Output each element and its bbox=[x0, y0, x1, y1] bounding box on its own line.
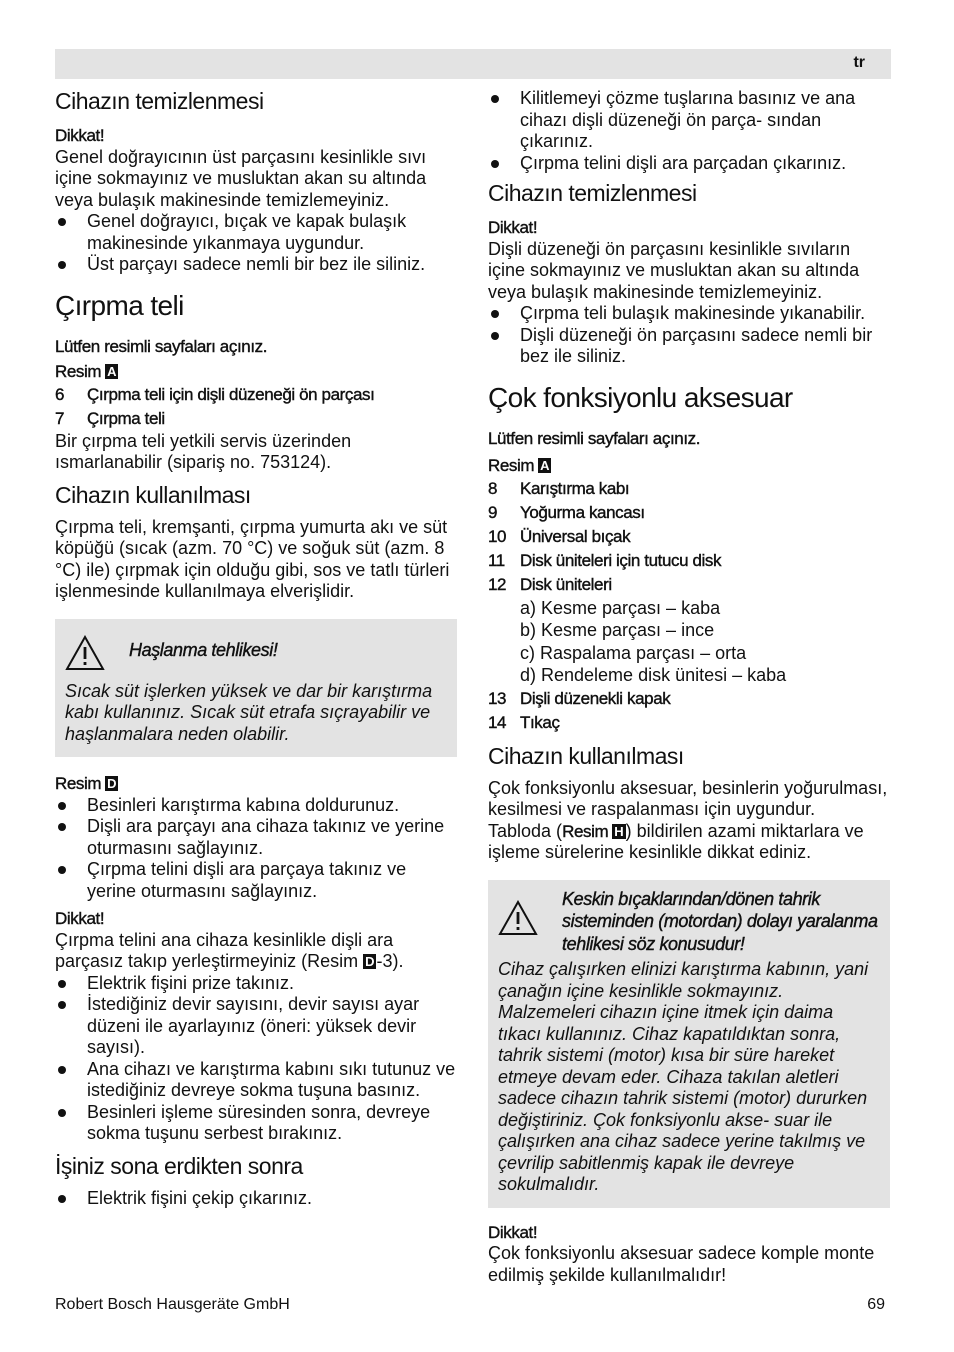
warning-triangle-icon bbox=[65, 635, 105, 671]
list-item: Ana cihazı ve karıştırma kabını sıkı tutunuz ve istediğiniz devreye sokma tuşuna basınız. bbox=[55, 1059, 457, 1102]
sub-item: a) Kesme parçası – kaba bbox=[520, 597, 721, 618]
figure-letter-badge: A bbox=[540, 458, 550, 473]
list-item: Besinleri karıştırma kabına doldurunuz. bbox=[55, 795, 457, 817]
list-item: Dişli ara parçayı ana cihaza takınız ve yerine oturmasını sağlayınız. bbox=[55, 816, 457, 859]
list-item: İstediğiniz devir sayısını, devir sayısı ayar düzeni ile ayarlayınız (öneri: yüksek devir sayısı). bbox=[55, 994, 457, 1059]
attention-label: Dikkat! bbox=[488, 218, 538, 237]
section-title-multi-accessory: Çok fonksiyonlu aksesuar bbox=[488, 381, 793, 413]
bullet-icon bbox=[58, 261, 66, 269]
assembly-bullets bbox=[55, 795, 457, 903]
list-item: 6 Çırpma teli için dişli düzeneği ön parçası bbox=[55, 384, 375, 404]
section-title-usage: Cihazın kullanılması bbox=[55, 481, 251, 508]
list-item: Elektrik fişini prize takınız. bbox=[55, 973, 457, 995]
cleaning-text: Dişli düzeneği ön parçasını kesinlikle sıvıların içine sokmayınız ve musluktan akan su altında veya bulaşık makinesinde temizlemeyiniz. bbox=[488, 238, 860, 302]
warning-text: Cihaz çalışırken elinizi karıştırma kabının, yani çanağın içine kesinlikle sokmayınız. Malzemeleri cihazın içine itmek için daima tıkacı kullanınız. Cihaz kapatıldıktan sonra, tahrik sistemi (motor) kısa bir süre hareket etmeye devam eder. Cihaza takılan aletleri sadece cihazın tahrik sistemi (motor) dururken değiştiriniz. Çok fonksiyonlu akse- suar ile çalışırken ana cihaz sadece yerine takılmış ve çevrilip sabitlenmiş kapak ile devreye sokulmalıdır. bbox=[498, 959, 869, 1194]
language-code: tr bbox=[853, 54, 865, 71]
warning-title: Keskin bıçaklarından/dönen tahrik sisteminden (motordan) dolayı yaralanma tehlikesi söz konusudur! bbox=[562, 888, 878, 954]
bullet-icon bbox=[58, 218, 66, 226]
figure-reference: Resim D bbox=[55, 774, 117, 793]
bullet-icon bbox=[491, 332, 499, 340]
list-item: Genel doğrayıcı, bıçak ve kapak bulaşık makinesinde yıkanmaya uygundur. bbox=[55, 211, 457, 254]
list-item: Elektrik fişini çekip çıkarınız. bbox=[55, 1188, 457, 1210]
figure-letter-badge: D bbox=[365, 954, 375, 969]
bullet-icon bbox=[58, 980, 66, 988]
final-attention-text: Çok fonksiyonlu aksesuar sadece komple monte edilmiş şekilde kullanılmalıdır! bbox=[488, 1243, 875, 1285]
warning-box bbox=[55, 619, 457, 758]
see-pictures-note: Lütfen resimli sayfaları açınız. bbox=[488, 428, 701, 448]
list-item: 14 Tıkaç bbox=[488, 712, 560, 732]
list-item: Çırpma telini dişli ara parçadan çıkarınız. bbox=[488, 153, 890, 175]
warning-triangle-icon bbox=[498, 900, 538, 936]
list-item: Dişli düzeneği ön parçasını sadece nemli bir bez ile siliniz. bbox=[488, 325, 890, 368]
after-use-bullets bbox=[55, 1188, 457, 1210]
list-item: 8 Karıştırma kabı bbox=[488, 478, 630, 498]
cleaning-bullets bbox=[55, 211, 457, 276]
table-note: Tabloda (Resim H ) bildirilen azami miktarlara ve işleme sürelerine kesinlikle dikkat ediniz. bbox=[488, 820, 864, 862]
attention-text: Çırpma telini ana cihaza kesinlikle dişli ara parçasız takıp yerleştirmeyiniz (Resim D -3). bbox=[55, 929, 404, 971]
warning-text: Sıcak süt işlerken yüksek ve dar bir karıştırma kabı kullanınız. Sıcak süt etrafa sıçrayabilir ve haşlanmalara neden olabilir. bbox=[65, 680, 433, 744]
see-pictures-note: Lütfen resimli sayfaları açınız. bbox=[55, 336, 268, 356]
warning-title: Haşlanma tehlikesi! bbox=[129, 639, 278, 660]
attention-label: Dikkat! bbox=[488, 1222, 538, 1242]
figure-letter-badge: H bbox=[614, 823, 624, 839]
attention-label: Dikkat! bbox=[55, 126, 105, 145]
list-item: 13 Dişli düzenekli kapak bbox=[488, 688, 671, 708]
attention-label: Dikkat! bbox=[55, 909, 105, 928]
page-number: 69 bbox=[867, 1296, 885, 1313]
bullet-icon bbox=[491, 95, 499, 103]
section-title-usage: Cihazın kullanılması bbox=[488, 742, 684, 769]
disassembly-bullets bbox=[488, 88, 890, 174]
whisk-parts-list bbox=[55, 383, 457, 431]
figure-letter-badge: A bbox=[107, 364, 117, 379]
list-item: Çırpma telini dişli ara parçaya takınız ve yerine oturmasını sağlayınız. bbox=[55, 859, 457, 902]
bullet-icon bbox=[58, 823, 66, 831]
sub-item: b) Kesme parçası – ince bbox=[520, 620, 715, 640]
language-bar bbox=[55, 49, 891, 79]
figure-reference: Resim A bbox=[55, 362, 117, 381]
usage-text: Çırpma teli, kremşanti, çırpma yumurta akı ve süt köpüğü (sıcak (azm. 70 °C) ve soğuk süt (azm. 8 °C) ile) çırpmak için olduğu gibi, sos ve tatlı türleri işlenmesinde kullanılmaya elverişlidir. bbox=[55, 516, 450, 601]
bullet-icon bbox=[58, 1109, 66, 1117]
section-title-cleaning: Cihazın temizlenmesi bbox=[488, 180, 697, 206]
list-item: 11 Disk üniteleri için tutucu disk bbox=[488, 550, 722, 570]
right-column bbox=[488, 88, 890, 1286]
bullet-icon bbox=[58, 1001, 66, 1009]
bullet-icon bbox=[491, 310, 499, 318]
accessory-parts-list bbox=[488, 477, 890, 735]
list-item: Kilitlemeyi çözme tuşlarına basınız ve ana cihazı dişli düzeneği ön parça- sından çıkarınız. bbox=[488, 88, 890, 153]
list-item: Besinleri işleme süresinden sonra, devreye sokma tuşunu serbest bırakınız. bbox=[55, 1102, 457, 1145]
operation-bullets bbox=[55, 973, 457, 1145]
bullet-icon bbox=[491, 160, 499, 168]
left-column bbox=[55, 88, 457, 1209]
list-item: 9 Yoğurma kancası bbox=[488, 502, 645, 522]
sub-item: d) Rendeleme disk ünitesi – kaba bbox=[520, 665, 787, 685]
bullet-icon bbox=[58, 1195, 66, 1203]
cleaning-text: Genel doğrayıcının üst parçasını kesinlikle sıvı içine sokmayınız ve musluktan akan su altında veya bulaşık makinesinde temizlemeyiniz. bbox=[55, 146, 427, 210]
bullet-icon bbox=[58, 1066, 66, 1074]
usage-text: Çok fonksiyonlu aksesuar, besinlerin yoğurulması, kesilmesi ve raspalanması için uygundur. bbox=[488, 777, 888, 819]
section-title-after-use: İşiniz sona erdikten sonra bbox=[55, 1152, 303, 1179]
section-title-cleaning: Cihazın temizlenmesi bbox=[55, 88, 264, 114]
list-item: 12 Disk üniteleri bbox=[488, 574, 612, 594]
warning-box bbox=[488, 880, 890, 1208]
section-title-whisk: Çırpma teli bbox=[55, 289, 184, 321]
bullet-icon bbox=[58, 802, 66, 810]
list-item: Çırpma teli bulaşık makinesinde yıkanabilir. bbox=[488, 303, 890, 325]
list-item: 10 Üniversal bıçak bbox=[488, 526, 631, 546]
list-item: 7 Çırpma teli bbox=[55, 408, 165, 428]
figure-letter-badge: D bbox=[107, 776, 117, 791]
order-note: Bir çırpma teli yetkili servis üzerinden ısmarlanabilir (sipariş no. 753124). bbox=[55, 430, 352, 472]
bullet-icon bbox=[58, 866, 66, 874]
cleaning-bullets bbox=[488, 303, 890, 368]
figure-reference: Resim A bbox=[488, 456, 550, 475]
sub-item: c) Raspalama parçası – orta bbox=[520, 642, 747, 663]
list-item: Üst parçayı sadece nemli bir bez ile siliniz. bbox=[55, 254, 457, 276]
footer-company: Robert Bosch Hausgeräte GmbH bbox=[55, 1296, 290, 1313]
